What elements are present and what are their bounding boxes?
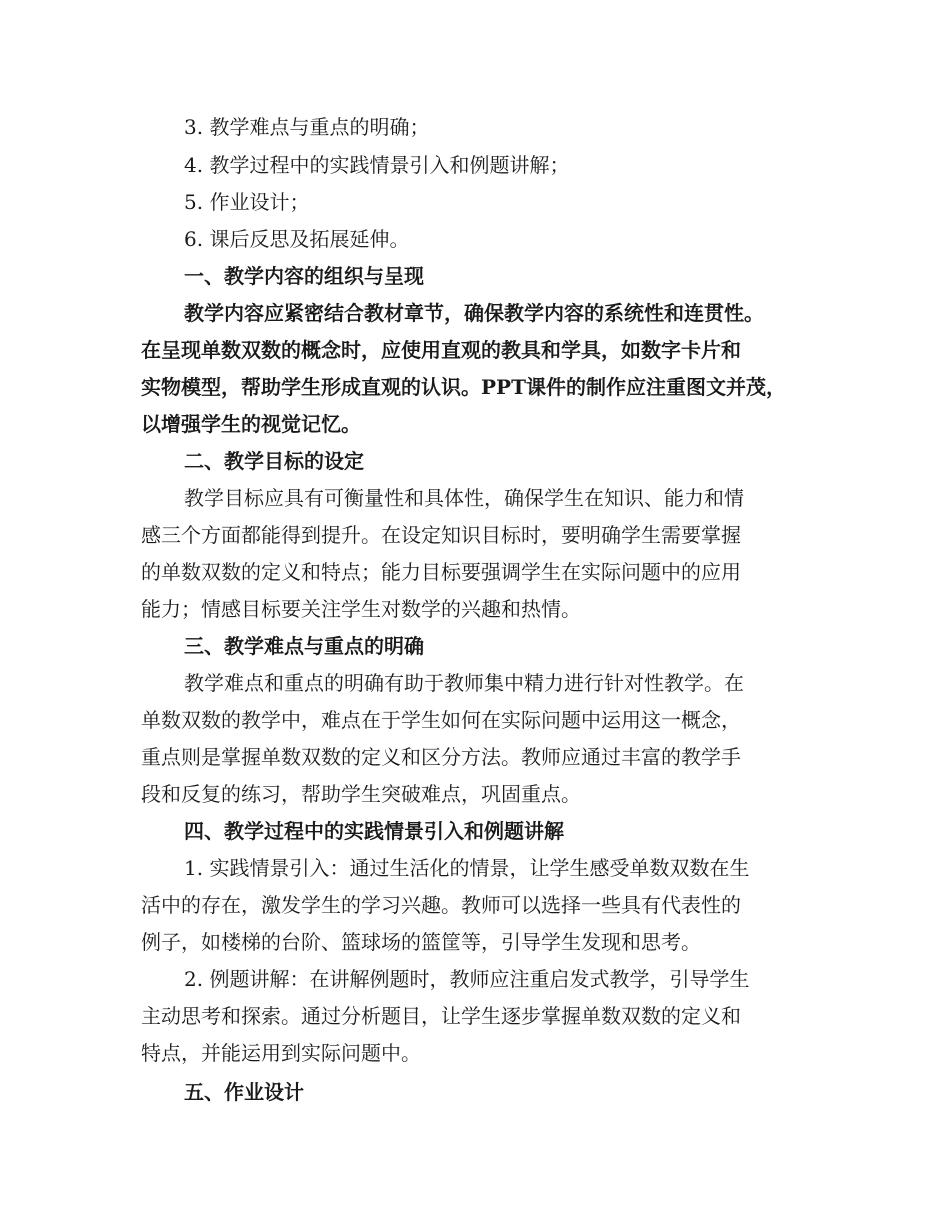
section-heading: 二、教学目标的设定 — [184, 449, 364, 473]
section-heading: 五、作业设计 — [184, 1080, 304, 1104]
paragraph-line: 段和反复的练习，帮助学生突破难点，巩固重点。 — [141, 782, 581, 806]
paragraph-line: 以增强学生的视觉记忆。 — [141, 412, 361, 436]
paragraph-line: 例子，如楼梯的台阶、篮球场的篮筐等，引导学生发现和思考。 — [141, 930, 701, 954]
list-item: 5. 作业设计； — [184, 190, 310, 214]
paragraph-line: 教学内容应紧密结合教材章节，确保教学内容的系统性和连贯性。 — [184, 301, 764, 325]
paragraph-line: 单数双数的教学中，难点在于学生如何在实际问题中运用这一概念， — [141, 708, 741, 732]
paragraph-line: 实物模型，帮助学生形成直观的认识。PPT课件的制作应注重图文并茂， — [141, 375, 786, 399]
paragraph-line: 感三个方面都能得到提升。在设定知识目标时，要明确学生需要掌握 — [141, 523, 741, 547]
paragraph-line: 在呈现单数双数的概念时，应使用直观的教具和学具，如数字卡片和 — [141, 338, 741, 362]
paragraph-line: 主动思考和探索。通过分析题目，让学生逐步掌握单数双数的定义和 — [141, 1004, 741, 1028]
section-heading: 四、教学过程中的实践情景引入和例题讲解 — [184, 819, 564, 843]
paragraph-line: 教学难点和重点的明确有助于教师集中精力进行针对性教学。在 — [184, 671, 744, 695]
paragraph-line: 重点则是掌握单数双数的定义和区分方法。教师应通过丰富的教学手 — [141, 745, 741, 769]
list-item: 3. 教学难点与重点的明确； — [184, 115, 430, 139]
list-item: 6. 课后反思及拓展延伸。 — [184, 227, 410, 251]
section-heading: 一、教学内容的组织与呈现 — [184, 264, 424, 288]
paragraph-line: 的单数双数的定义和特点；能力目标要强调学生在实际问题中的应用 — [141, 560, 741, 584]
paragraph-line: 活中的存在，激发学生的学习兴趣。教师可以选择一些具有代表性的 — [141, 893, 741, 917]
paragraph-line: 特点，并能运用到实际问题中。 — [141, 1041, 421, 1065]
list-item: 4. 教学过程中的实践情景引入和例题讲解； — [184, 153, 570, 177]
paragraph-line: 2. 例题讲解：在讲解例题时，教师应注重启发式教学，引导学生 — [184, 967, 750, 991]
paragraph-line: 1. 实践情景引入：通过生活化的情景，让学生感受单数双数在生 — [184, 856, 750, 880]
section-heading: 三、教学难点与重点的明确 — [184, 634, 424, 658]
paragraph-line: 教学目标应具有可衡量性和具体性，确保学生在知识、能力和情 — [184, 486, 744, 510]
paragraph-line: 能力；情感目标要关注学生对数学的兴趣和热情。 — [141, 597, 581, 621]
